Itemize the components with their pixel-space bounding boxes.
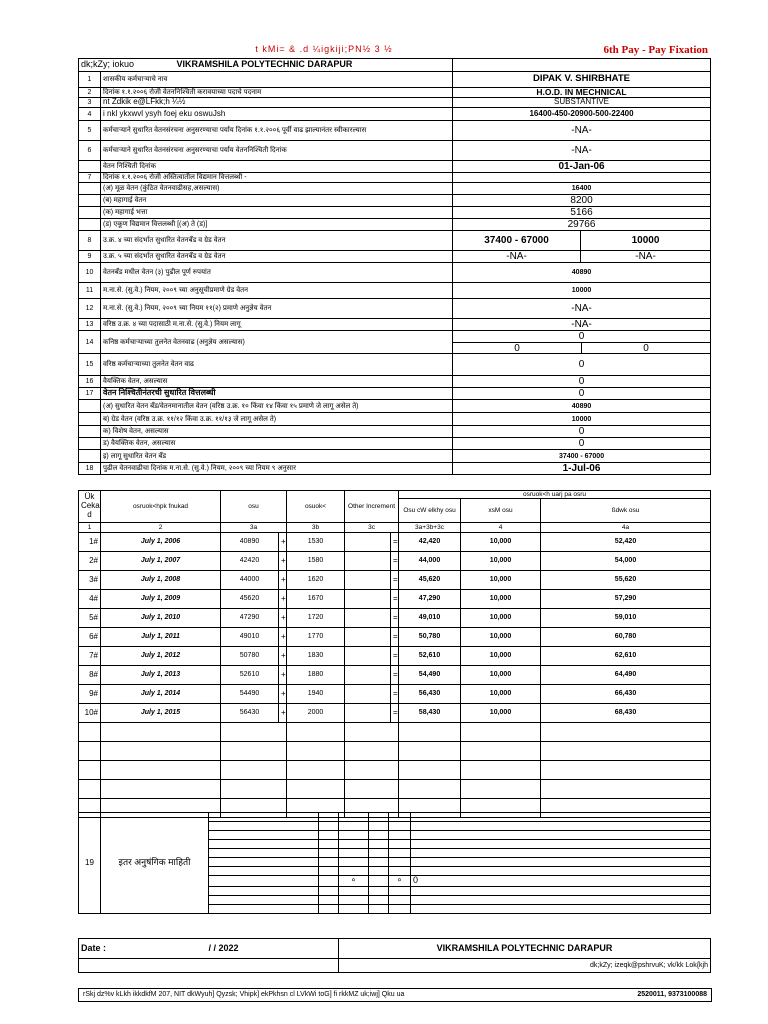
increment-pay: 44000 [221, 571, 279, 590]
increment-pay: 45620 [221, 590, 279, 609]
increment-pay: 40890 [221, 533, 279, 552]
form-row: 15 वरिष्ठ कर्मचाऱ्याच्या तुलनेत वेतन वाढ 0 [79, 354, 711, 376]
increment-total: 52,420 [541, 533, 711, 552]
form-subrow: (ड) एकूण विद्यमान वित्तलब्धी [(अ) ते (ड)] 29766 [79, 219, 711, 231]
form-row: 12 म.ना.से. (सु.वे.) नियम, २००९ च्या नियम ११(२) प्रमाणे अनुज्ञेय वेतन -NA- [79, 299, 711, 319]
increment-sr: 6# [79, 628, 101, 647]
employee-name: DIPAK V. SHIRBHATE [453, 72, 711, 88]
form-subrow: ब) ग्रेड वेतन (वरिष्ठ उ.क्र. ११/१२ किंवा उ.क्र. ११/१३ जे लागू असेल ते) 10000 [79, 413, 711, 426]
increment-header-top: Ük Ceka d osruok<hpk fnukad osu osuok< Other Increment osruok<h uarj pa osru [79, 491, 711, 499]
form-subrow: इ) लागू सुधारित वेतन बँड 37400 - 67000 [79, 450, 711, 463]
increment-pay: 42420 [221, 552, 279, 571]
increment-sr: 2# [79, 552, 101, 571]
blank-row [79, 761, 711, 780]
increment-new: 56,430 [399, 685, 461, 704]
pay-fixation-form [78, 58, 711, 475]
increment-sr: 4# [79, 590, 101, 609]
increment-grade: 10,000 [461, 685, 541, 704]
increment-sr: 9# [79, 685, 101, 704]
increment-row: 7# July 1, 2012 50780 + 1830 = 52,610 10,000 62,610 [79, 647, 711, 666]
increment-row: 9# July 1, 2014 54490 + 1940 = 56,430 10,000 66,430 [79, 685, 711, 704]
office-name: VIKRAMSHILA POLYTECHNIC DARAPUR [176, 59, 353, 70]
office-label: dk;kZy; iokuo [81, 59, 135, 70]
increment-sr: 5# [79, 609, 101, 628]
form-row: 17 वेतन निश्चितीनंतरची सुधारित वित्तलब्धी 0 [79, 388, 711, 400]
sheet-title-bar [78, 44, 710, 58]
increment-grade: 10,000 [461, 571, 541, 590]
form-row: 1 शासकीय कर्मचाऱ्याचे नाव DIPAK V. SHIRBHATE [79, 72, 711, 88]
form-subrow: (अ) सुधारित वेतन बँड/वेतनमानातील वेतन (वरिष्ठ उ.क्र. १० किंवा १४ किंवा १५ प्रमाणे जे लागू असेल ते) 40890 [79, 400, 711, 413]
increment-inc: 1880 [287, 666, 345, 685]
signature-designation: dk;kZy; izeqk@pshrvuK; vk/kk Lok{kjh [339, 959, 711, 973]
increment-grade: 10,000 [461, 628, 541, 647]
form-row: 18 पुढील वेतनवाढीचा दिनांक म.ना.से. (सु.वे.) नियम, २००९ च्या नियम ९ अनुसार 1-Jul-06 [79, 463, 711, 475]
increment-row: 4# July 1, 2009 45620 + 1670 = 47,290 10,000 57,290 [79, 590, 711, 609]
form-subrow: (ब) महागाई वेतन 8200 [79, 195, 711, 207]
increment-total: 60,780 [541, 628, 711, 647]
date-label: Date : [81, 942, 107, 953]
form-row: वेतन निश्चिती दिनांक 01-Jan-06 [79, 161, 711, 173]
increment-total: 68,430 [541, 704, 711, 723]
increment-date: July 1, 2015 [101, 704, 221, 723]
increment-date: July 1, 2006 [101, 533, 221, 552]
increment-pay: 54490 [221, 685, 279, 704]
revised-pay-band: 37400 - 67000 [453, 231, 581, 251]
increment-new: 49,010 [399, 609, 461, 628]
increment-date: July 1, 2009 [101, 590, 221, 609]
form-row: 16 वैयक्तिक वेतन, असल्यास 0 [79, 376, 711, 388]
form-row: 5 कर्मचाऱ्याने सुधारित वेतनसंरचना अनुसरण्याचा पर्याय दिनांक १.१.२००६ पूर्वी वाढ झाल्यानंतर स्वीकारल्यास -NA- [79, 121, 711, 141]
increment-new: 52,610 [399, 647, 461, 666]
increment-inc: 1770 [287, 628, 345, 647]
increment-inc: 1940 [287, 685, 345, 704]
increment-new: 47,290 [399, 590, 461, 609]
increment-pay: 56430 [221, 704, 279, 723]
increment-new: 44,000 [399, 552, 461, 571]
form-row: 14 कनिष्ठ कर्मचाऱ्याच्या तुलनेत वेतनवाढ (अनुज्ञेय असल्यास) 0 0 0 [79, 331, 711, 354]
increment-inc: 1620 [287, 571, 345, 590]
signature-institute: VIKRAMSHILA POLYTECHNIC DARAPUR [339, 939, 711, 959]
increment-new: 50,780 [399, 628, 461, 647]
increment-grade: 10,000 [461, 609, 541, 628]
increment-row: 3# July 1, 2008 44000 + 1620 = 45,620 10,000 55,620 [79, 571, 711, 590]
form-row: 3 nt Zdkik e@LFkk;h ¼½ SUBSTANTIVE [79, 98, 711, 108]
designation-value: H.O.D. IN MECHNICAL [453, 88, 711, 98]
increment-row: 10# July 1, 2015 56430 + 2000 = 58,430 10,000 68,430 [79, 704, 711, 723]
increment-inc: 1530 [287, 533, 345, 552]
increment-sr: 8# [79, 666, 101, 685]
revised-grade-pay: 10000 [581, 231, 711, 251]
increment-index-row: 1 2 3a 3b 3c 3a+3b+3c 4 4a [79, 523, 711, 533]
signature-block [78, 938, 711, 973]
increment-table [78, 490, 711, 818]
increment-grade: 10,000 [461, 590, 541, 609]
increment-grade: 10,000 [461, 666, 541, 685]
increment-row: 6# July 1, 2011 49010 + 1770 = 50,780 10,000 60,780 [79, 628, 711, 647]
other-info-table: 19 इतर अनुषंगिक माहिती ० ० 0 [78, 812, 711, 914]
increment-header: Osu cW elkhy osu xsM osu ßdwk osu [79, 499, 711, 523]
increment-pay: 50780 [221, 647, 279, 666]
increment-new: 54,490 [399, 666, 461, 685]
form-row: 11 म.ना.से. (सु.वे.) नियम, २००९ च्या अनुसूचीप्रमाणे ग्रेड वेतन 10000 [79, 283, 711, 299]
increment-total: 54,000 [541, 552, 711, 571]
office-row [79, 59, 711, 72]
post-status: SUBSTANTIVE [453, 98, 711, 108]
form-row: 9 उ.क्र. ५ च्या संदर्भात सुधारित वेतनबँड व ग्रेड वेतन -NA- -NA- [79, 251, 711, 263]
increment-new: 42,420 [399, 533, 461, 552]
increment-new: 58,430 [399, 704, 461, 723]
form-row: 10 वेतनबँड मधील वेतन (३) पुढील पूर्ण रुपयांत 40890 [79, 263, 711, 283]
form-subrow: (अ) मूळ वेतन (कुंठित वेतनवाढीसह,असल्यास) 16400 [79, 183, 711, 195]
increment-total: 62,610 [541, 647, 711, 666]
increment-inc: 2000 [287, 704, 345, 723]
increment-inc: 1720 [287, 609, 345, 628]
date-value: / / 2022 [208, 942, 239, 953]
increment-date: July 1, 2008 [101, 571, 221, 590]
form-row: 8 उ.क्र. ४ च्या संदर्भात सुधारित वेतनबँड व ग्रेड वेतन 37400 - 67000 10000 [79, 231, 711, 251]
footer-address: rSkj dz%v kLkh ikkdkfM 207, NIT dkWyuh] Qyzsk; Vhipk] ekPkhsn cl LVkWi toG] fi rkkMZ uk;iwj] Qku ua [83, 991, 405, 998]
blank-row [79, 780, 711, 799]
increment-grade: 10,000 [461, 647, 541, 666]
increment-sr: 10# [79, 704, 101, 723]
form-row: 2 दिनांक १.१.२००६ रोजी वेतननिश्चिती करावयाच्या पदाचे पदनाम H.O.D. IN MECHNICAL [79, 88, 711, 98]
title-marathi: t kMi= & .d ¼igkiji;PN½ 3 ½ [255, 44, 393, 54]
form-row: 4 i nkl ykxwvl ysyh foej eku oswuJsh 16400-450-20900-500-22400 [79, 108, 711, 121]
increment-row: 5# July 1, 2010 47290 + 1720 = 49,010 10,000 59,010 [79, 609, 711, 628]
increment-date: July 1, 2013 [101, 666, 221, 685]
form-subrow: क) विशेष वेतन, असल्यास 0 [79, 426, 711, 438]
increment-total: 59,010 [541, 609, 711, 628]
title-english: 6th Pay - Pay Fixation [603, 44, 708, 56]
increment-date: July 1, 2007 [101, 552, 221, 571]
next-increment-date: 1-Jul-06 [453, 463, 711, 475]
increment-total: 64,490 [541, 666, 711, 685]
increment-grade: 10,000 [461, 533, 541, 552]
increment-total: 55,620 [541, 571, 711, 590]
form-subrow: ड) वैयक्तिक वेतन, असल्यास 0 [79, 438, 711, 450]
form-row: 7 दिनांक १.१.२००६ रोजी अस्तित्वातील विद्यमान वित्तलब्धी - [79, 173, 711, 183]
increment-pay: 52610 [221, 666, 279, 685]
increment-inc: 1670 [287, 590, 345, 609]
increment-total: 57,290 [541, 590, 711, 609]
increment-row: 8# July 1, 2013 52610 + 1880 = 54,490 10,000 64,490 [79, 666, 711, 685]
increment-date: July 1, 2011 [101, 628, 221, 647]
increment-grade: 10,000 [461, 552, 541, 571]
fixation-date: 01-Jan-06 [453, 161, 711, 173]
increment-sr: 1# [79, 533, 101, 552]
form-subrow: (क) महागाई भत्ता 5166 [79, 207, 711, 219]
increment-sr: 7# [79, 647, 101, 666]
footer-bar [78, 988, 712, 1002]
blank-row [79, 742, 711, 761]
increment-grade: 10,000 [461, 704, 541, 723]
increment-date: July 1, 2014 [101, 685, 221, 704]
increment-date: July 1, 2010 [101, 609, 221, 628]
increment-total: 66,430 [541, 685, 711, 704]
blank-row [79, 723, 711, 742]
footer-phone: 2520011, 9373100088 [637, 991, 707, 998]
increment-pay: 49010 [221, 628, 279, 647]
form-row: 13 वरिष्ठ उ.क्र. ४ च्या पदासाठी म.ना.से. (सु.वे.) नियम लागू -NA- [79, 319, 711, 331]
increment-row: 2# July 1, 2007 42420 + 1580 = 44,000 10,000 54,000 [79, 552, 711, 571]
other-info-label: इतर अनुषंगिक माहिती [101, 813, 209, 914]
increment-inc: 1580 [287, 552, 345, 571]
increment-date: July 1, 2012 [101, 647, 221, 666]
increment-pay: 47290 [221, 609, 279, 628]
increment-sr: 3# [79, 571, 101, 590]
increment-new: 45,620 [399, 571, 461, 590]
increment-inc: 1830 [287, 647, 345, 666]
existing-pay-scale: 16400-450-20900-500-22400 [453, 108, 711, 121]
form-row: 6 कर्मचाऱ्याने सुधारित वेतनसंरचना अनुसरण्याचा पर्याय वेतननिश्चिती दिनांक -NA- [79, 141, 711, 161]
increment-row: 1# July 1, 2006 40890 + 1530 = 42,420 10,000 52,420 [79, 533, 711, 552]
